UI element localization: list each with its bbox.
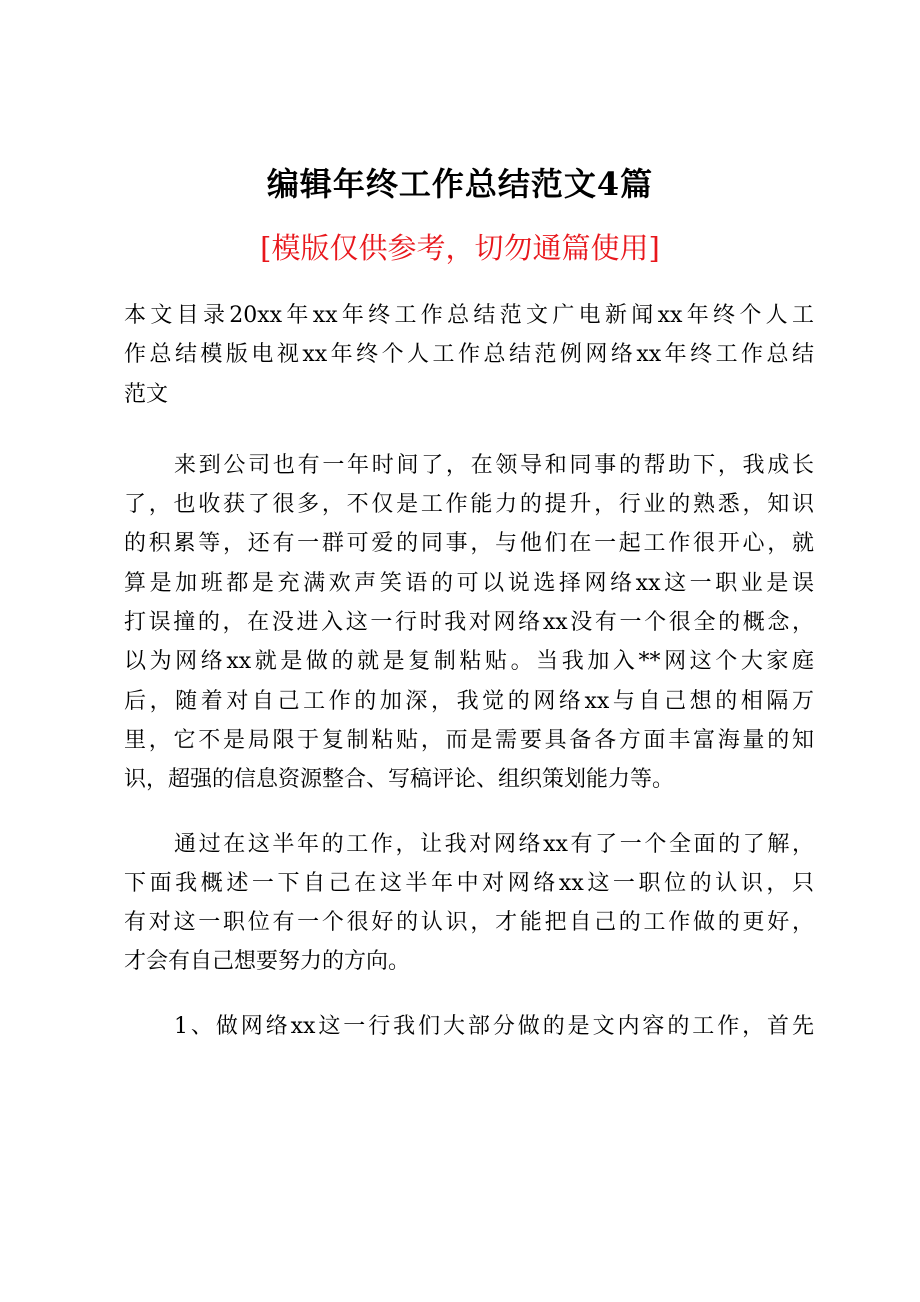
paragraph-line: 以为网络xx就是做的就是复制粘贴。当我加入**网这个大家庭 xyxy=(124,649,814,675)
paragraph-line: 通过在这半年的工作，让我对网络xx有了一个全面的了解， xyxy=(174,831,814,857)
paragraph-line: 作总结模版电视xx年终个人工作总结范例网络xx年终工作总结 xyxy=(124,342,814,368)
paragraph-line: 打误撞的，在没进入这一行时我对网络xx没有一个很全的概念， xyxy=(124,610,814,636)
paragraph-understanding xyxy=(124,825,814,982)
paragraph-line: 1、做网络xx这一行我们大部分做的是文内容的工作，首先 xyxy=(174,1013,814,1039)
paragraph-intro xyxy=(124,446,814,800)
paragraph-line: 了，也收获了很多，不仅是工作能力的提升，行业的熟悉，知识 xyxy=(124,492,814,518)
paragraph-line: 本文目录20xx年xx年终工作总结范文广电新闻xx年终个人工 xyxy=(124,303,814,328)
document-body xyxy=(124,296,814,1046)
paragraph-line: 的积累等，还有一群可爱的同事，与他们在一起工作很开心，就 xyxy=(124,531,814,557)
paragraph-line: 才会有自己想要努力的方向。 xyxy=(124,949,411,975)
paragraph-line: 来到公司也有一年时间了，在领导和同事的帮助下，我成长 xyxy=(174,452,814,478)
paragraph-table-of-contents xyxy=(124,296,814,414)
document-title: 编辑年终工作总结范文4篇 xyxy=(266,165,654,203)
paragraph-point-one xyxy=(124,1007,814,1046)
paragraph-line: 识，超强的信息资源整合、写稿评论、组织策划能力等。 xyxy=(124,767,675,793)
paragraph-line: 有对这一职位有一个很好的认识，才能把自己的工作做的更好， xyxy=(124,910,814,936)
paragraph-line: 里，它不是局限于复制粘贴，而是需要具备各方面丰富海量的知 xyxy=(124,727,814,753)
paragraph-line: 范文 xyxy=(124,381,169,407)
document-subtitle: [模版仅供参考，切勿通篇使用] xyxy=(260,231,660,265)
paragraph-line: 下面我概述一下自己在这半年中对网络xx这一职位的认识，只 xyxy=(124,870,814,896)
paragraph-line: 后，随着对自己工作的加深，我觉的网络xx与自己想的相隔万 xyxy=(124,688,814,714)
paragraph-line: 算是加班都是充满欢声笑语的可以说选择网络xx这一职业是误 xyxy=(124,570,814,596)
